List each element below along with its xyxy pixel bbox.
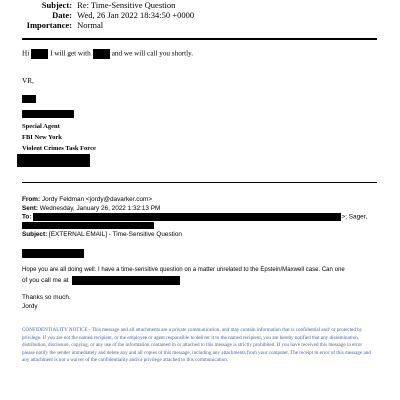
fwd-to-row bbox=[22, 213, 367, 221]
forward-divider bbox=[22, 182, 377, 183]
fwd-from-value: Jordy Feldman <jordy@davarker.com> bbox=[41, 196, 153, 203]
header-importance-row bbox=[8, 20, 103, 30]
subject-value: Re: Time-Sensitive Question bbox=[77, 0, 176, 10]
fwd-body-line1: Hope you are all doing well. I have a time-sensitive question on a matter unrelated to the Epstein/Maxwell case. Can one bbox=[22, 267, 345, 273]
fwd-to-tail: >; Sager, bbox=[341, 213, 368, 221]
fwd-from-label: From: bbox=[22, 196, 41, 203]
fwd-subject-value: [EXTERNAL EMAIL] - Time-Sensitive Question bbox=[49, 231, 182, 238]
redaction-recipients bbox=[33, 213, 341, 221]
subject-label: Subject: bbox=[41, 0, 72, 10]
redaction-name bbox=[31, 49, 48, 59]
fwd-sent-value: Wednesday, January 26, 2022 1:32:13 PM bbox=[39, 205, 161, 212]
fwd-to-label: To: bbox=[22, 213, 32, 221]
redaction-salutation bbox=[22, 249, 84, 258]
importance-value: Normal bbox=[77, 20, 104, 30]
reply-closing: VR, bbox=[22, 77, 34, 85]
header-divider bbox=[22, 38, 377, 40]
reply-line bbox=[22, 49, 193, 59]
redaction-name bbox=[93, 49, 110, 59]
signature-unit: Violent Crimes Task Force bbox=[22, 145, 96, 152]
redaction-recipients-line2 bbox=[22, 222, 154, 229]
fwd-name: Jordy bbox=[22, 303, 38, 310]
fwd-subject-label: Subject: bbox=[22, 231, 48, 238]
fwd-subject-row bbox=[22, 231, 182, 238]
redaction-signer-name bbox=[22, 95, 36, 103]
signature-office: FBI New York bbox=[22, 134, 62, 141]
fwd-sent-label: Sent: bbox=[22, 205, 38, 212]
fwd-sent-row bbox=[22, 205, 160, 212]
reply-text-1: I will get with bbox=[50, 49, 91, 58]
date-value: Wed, 26 Jan 2022 18:34:50 +0000 bbox=[77, 10, 195, 20]
fwd-body-line2 bbox=[22, 276, 180, 285]
redaction-phone bbox=[72, 276, 180, 285]
date-label: Date: bbox=[52, 10, 72, 20]
header-subject-row bbox=[8, 0, 175, 10]
fwd-thanks: Thanks so much. bbox=[22, 294, 71, 301]
greeting-hi: Hi bbox=[22, 49, 30, 58]
header-date-row bbox=[8, 10, 194, 20]
reply-text-2: and we will call you shortly. bbox=[111, 49, 194, 58]
signature-title: Special Agent bbox=[22, 123, 60, 130]
confidentiality-notice: CONFIDENTIALITY NOTICE - This message and all attachments are a private communication, and may contain information that is confidential and/ or protected by privilege. If you are not the named recipient, or the employee or agent responsible to deliver it to the named recipient, you are hereby notified that any dissemination, distribution, disclosure, copying, or any use of the information contained in or attached to this message is strictly prohibited. If you have received this message in error please notify the sender immediately and delete any and all copies of this message, including any attachments from your computer. The receipt in error of this message and any attachment is not a waiver of the confidentiality and/or privilege attached to this communication. bbox=[22, 327, 371, 364]
fwd-body-call-text: of you call me at bbox=[22, 277, 69, 285]
redaction-contact-info bbox=[17, 154, 90, 167]
importance-label: Importance: bbox=[26, 20, 72, 30]
redaction-signer-fullname bbox=[22, 110, 74, 118]
fwd-from-row bbox=[22, 196, 152, 203]
